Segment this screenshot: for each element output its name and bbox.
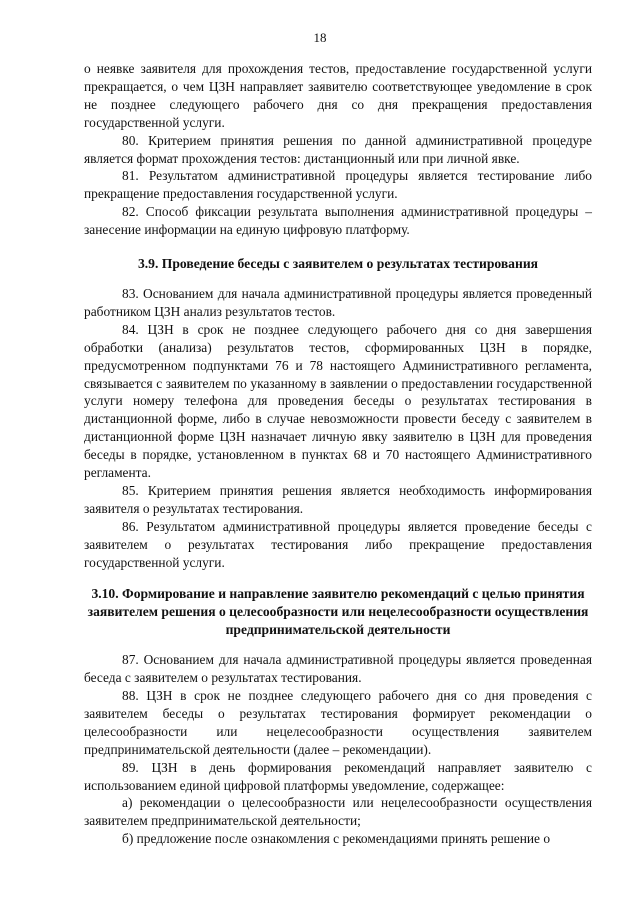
paragraph-88: 88. ЦЗН в срок не позднее следующего рабочего дня со дня проведения с заявителем беседы о результатах тестирования формирует рекомендации о целесообразности или нецелесообразности осуществления заявителем предпринимательской деятельности (далее – рекомендации).	[84, 688, 592, 757]
paragraph-87: 87. Основанием для начала административной процедуры является проведенная беседа с заявителем о результатах тестирования.	[84, 652, 592, 686]
paragraph-85: 85. Критерием принятия решения является необходимость информирования заявителя о результатах тестирования.	[84, 482, 592, 516]
paragraph-82: 82. Способ фиксации результата выполнения административной процедуры – занесение информации на единую цифровую платформу.	[84, 204, 592, 238]
paragraph-84: 84. ЦЗН в срок не позднее следующего рабочего дня со дня завершения обработки (анализа) результатов тестов, сформированных ЦЗН в порядке, предусмотренном подпунктами 76 и 78 настоящего Административного регламента, связывается с заявителем по указанному в заявлении о предоставлении государственной услуги номеру телефона для проведения беседы о результатах тестирования в дистанционной форме, либо в случае невозможности провести беседу с заявителем в дистанционной форме ЦЗН назначает личную явку заявителю в ЦЗН для проведения беседы в порядке, установленном в пунктах 68 и 70 настоящего Административного регламента.	[84, 321, 592, 481]
paragraph-83: 83. Основанием для начала административной процедуры является проведенный работником ЦЗН анализ результатов тестов.	[84, 285, 592, 319]
document-body	[84, 60, 592, 848]
paragraph-81: 81. Результатом административной процедуры является тестирование либо прекращение предоставления государственной услуги.	[84, 168, 592, 202]
paragraph-continuation: о неявке заявителя для прохождения тестов, предоставление государственной услуги прекращается, о чем ЦЗН направляет заявителю соответствующее уведомление в срок не позднее следующего рабочего дня со дня прекращения предоставления государственной услуги.	[84, 61, 592, 130]
section-heading-3-9: 3.9. Проведение беседы с заявителем о результатах тестирования	[137, 256, 539, 272]
paragraph-86: 86. Результатом административной процедуры является проведение беседы с заявителем о результатах тестирования либо прекращение предоставления государственной услуги.	[84, 518, 592, 570]
paragraph-89: 89. ЦЗН в день формирования рекомендаций направляет заявителю с использованием единой цифровой платформы уведомление, содержащее:	[84, 759, 592, 793]
page-number: 18	[313, 30, 327, 45]
paragraph-80: 80. Критерием принятия решения по данной административной процедуре является формат прохождения тестов: дистанционный или при личной явке.	[84, 132, 592, 166]
section-heading-3-10: 3.10. Формирование и направление заявителю рекомендаций с целью принятия заявителем решения о целесообразности или нецелесообразности осуществления предпринимательской деятельности	[87, 586, 589, 638]
paragraph-89-b: б) предложение после ознакомления с рекомендациями принять решение о	[122, 831, 551, 847]
paragraph-89-a: а) рекомендации о целесообразности или нецелесообразности осуществления заявителем предпринимательской деятельности;	[84, 795, 592, 829]
